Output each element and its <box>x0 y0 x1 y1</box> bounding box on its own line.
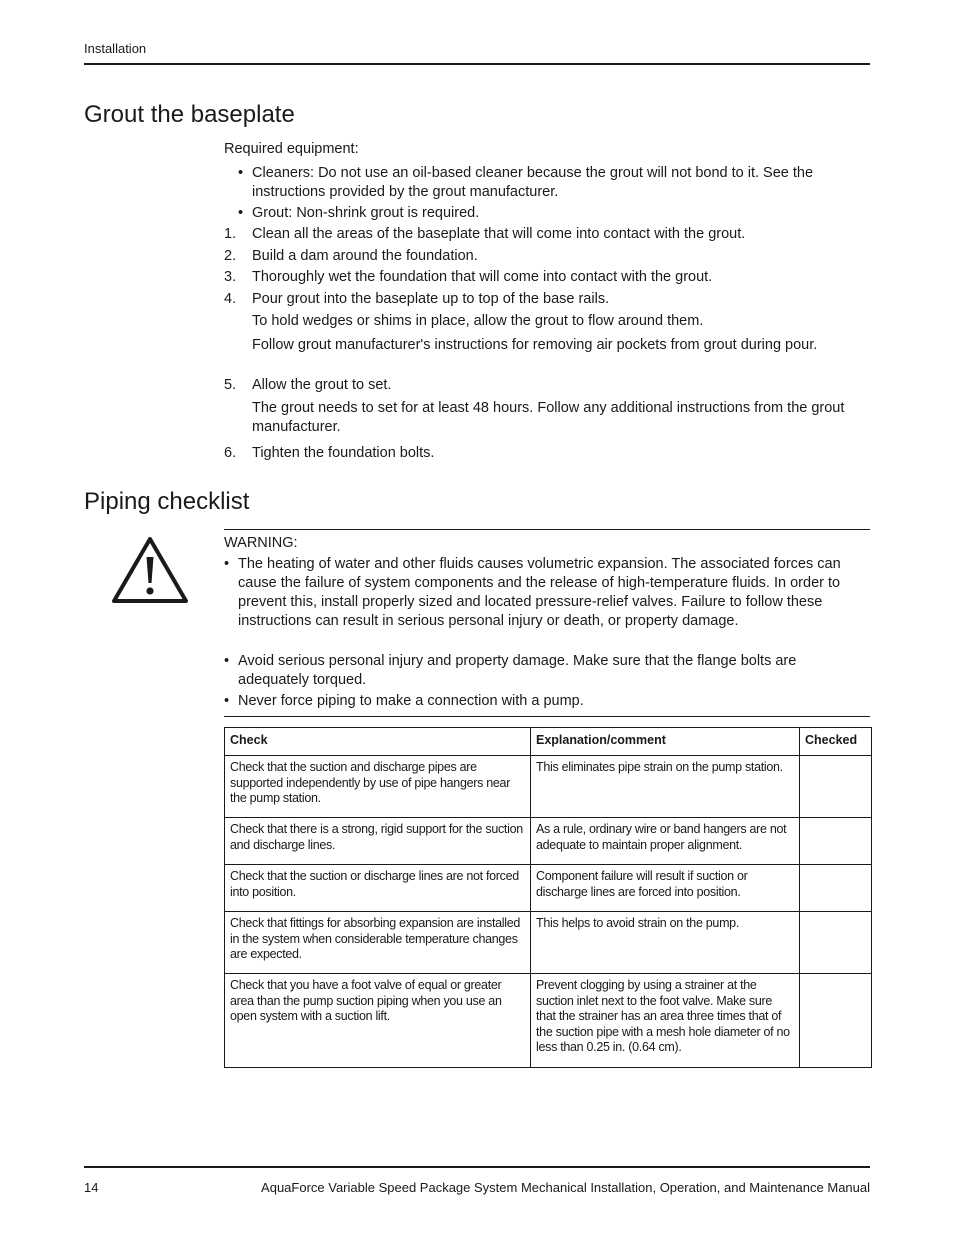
checked-cell[interactable] <box>800 974 872 1068</box>
check-cell: Check that the suction or discharge lines are not forced into position. <box>225 865 531 912</box>
table-row <box>225 756 872 818</box>
explanation-cell: This eliminates pipe strain on the pump station. <box>531 756 800 818</box>
warning-top-rule <box>224 529 870 530</box>
step-text: Clean all the areas of the baseplate that will come into contact with the grout. <box>252 226 746 242</box>
checked-cell[interactable] <box>800 912 872 974</box>
table-row <box>225 912 872 974</box>
warning-triangle-icon <box>110 535 190 605</box>
step-text: Allow the grout to set. <box>252 377 392 393</box>
check-cell: Check that there is a strong, rigid support for the suction and discharge lines. <box>225 818 531 865</box>
step-number: 5. <box>224 377 237 393</box>
explanation-cell: This helps to avoid strain on the pump. <box>531 912 800 974</box>
step-text: Tighten the foundation bolts. <box>252 445 435 461</box>
required-equipment-label: Required equipment: <box>224 141 359 157</box>
warning-bullet <box>224 692 870 711</box>
warning-bottom-rule <box>224 716 870 717</box>
step-text: Build a dam around the foundation. <box>252 248 478 264</box>
warning-text: Never force piping to make a connection with a pump. <box>238 693 584 709</box>
bullet-dot: • <box>238 205 244 221</box>
explanation-cell: Component failure will result if suction or discharge lines are forced into position. <box>531 865 800 912</box>
explanation-cell: Prevent clogging by using a strainer at the suction inlet next to the foot valve. Make sure that the strainer has an area three times that of the suction pipe with a mesh hole diameter of no less than 0.25 in. (0.64 cm). <box>531 974 800 1068</box>
step-number: 2. <box>224 248 237 264</box>
checked-cell[interactable] <box>800 865 872 912</box>
step-number: 4. <box>224 291 237 307</box>
warning-bullet <box>224 652 870 690</box>
warning-label: WARNING: <box>224 535 298 551</box>
column-header-checked: Checked <box>800 728 872 756</box>
bullet-text: Grout: Non-shrink grout is required. <box>252 205 480 221</box>
check-cell: Check that you have a foot valve of equal or greater area than the pump suction piping when you use an open system with a suction lift. <box>225 974 531 1068</box>
piping-section-title: Piping checklist <box>84 488 250 515</box>
header-rule <box>84 63 870 65</box>
table-row <box>225 865 872 912</box>
check-cell: Check that fittings for absorbing expansion are installed in the system when considerable temperature changes are expected. <box>225 912 531 974</box>
step-number: 6. <box>224 445 237 461</box>
document-title: AquaForce Variable Speed Package System Mechanical Installation, Operation, and Maintenance Manual <box>261 1180 870 1195</box>
explanation-cell: As a rule, ordinary wire or band hangers are not adequate to maintain proper alignment. <box>531 818 800 865</box>
equipment-bullet <box>238 164 870 202</box>
bullet-dot: • <box>224 693 230 709</box>
check-cell: Check that the suction and discharge pipes are supported independently by use of pipe hangers near the pump station. <box>225 756 531 818</box>
equipment-bullet <box>238 204 870 223</box>
warning-bullet <box>224 555 870 650</box>
bullet-text: Cleaners: Do not use an oil-based cleaner because the grout will not bond to it. See the instructions provided by the grout manufacturer. <box>252 165 814 200</box>
warning-text: The heating of water and other fluids causes volumetric expansion. The associated forces can cause the failure of system components and the release of high-temperature fluids. In order to prevent this, install properly sized and located pressure-relief valves. Failure to follow these instructions can result in serious personal injury or death, or property damage. <box>238 556 841 629</box>
column-header-check: Check <box>225 728 531 756</box>
checked-cell[interactable] <box>800 756 872 818</box>
piping-checklist-table <box>224 727 872 1068</box>
table-header-row <box>225 728 872 756</box>
step-text: Thoroughly wet the foundation that will come into contact with the grout. <box>252 269 713 285</box>
bullet-dot: • <box>238 165 244 181</box>
footer-rule <box>84 1166 870 1168</box>
bullet-dot: • <box>224 556 230 572</box>
bullet-dot: • <box>224 653 230 669</box>
step-text: Pour grout into the baseplate up to top of the base rails. <box>252 291 610 307</box>
step-note: The grout needs to set for at least 48 hours. Follow any additional instructions from the grout manufacturer. <box>252 400 845 435</box>
table-row <box>225 974 872 1068</box>
column-header-explanation: Explanation/comment <box>531 728 800 756</box>
step-number: 1. <box>224 226 237 242</box>
checked-cell[interactable] <box>800 818 872 865</box>
page-number: 14 <box>84 1180 99 1195</box>
grout-section-title: Grout the baseplate <box>84 101 295 128</box>
step-note: Follow grout manufacturer's instructions for removing air pockets from grout during pour. <box>252 337 818 353</box>
table-row <box>225 818 872 865</box>
warning-text: Avoid serious personal injury and property damage. Make sure that the flange bolts are adequately torqued. <box>238 653 797 688</box>
step-number: 3. <box>224 269 237 285</box>
running-header: Installation <box>84 41 147 56</box>
step-note: To hold wedges or shims in place, allow the grout to flow around them. <box>252 313 704 329</box>
